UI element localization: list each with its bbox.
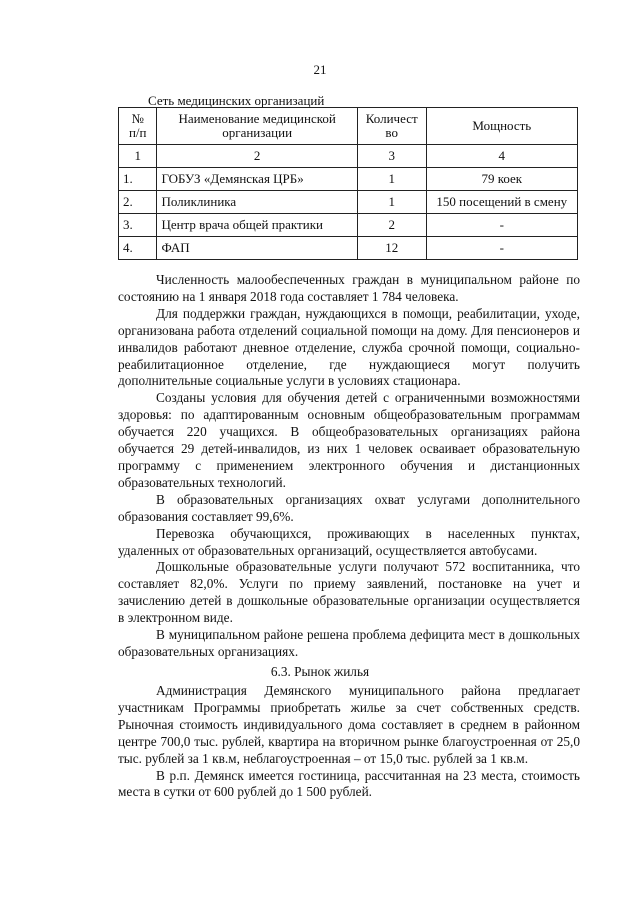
paragraph: Созданы условия для обучения детей с ограниченными возможностями здоровья: по адаптированным основным общеобразовательным программам обучается 220 учащихся. В общеобразовательных организациях района обучается 29 детей-инвалидов, из них 1 человек осваивает образовательную программу с применением электронного обучения и дистанционных образовательных технологий. (118, 390, 580, 490)
organization-name: Поликлиника (157, 191, 357, 214)
header-name (157, 108, 357, 145)
paragraph: Перевозка обучающихся, проживающих в населенных пунктах, удаленных от образовательных организаций, осуществляется автобусами. (118, 525, 580, 558)
organization-capacity: - (426, 214, 577, 237)
organization-quantity: 12 (357, 237, 426, 260)
column-numbering-row (119, 145, 578, 168)
organization-capacity: - (426, 237, 577, 260)
table-row (119, 191, 578, 214)
column-number: 1 (119, 145, 157, 168)
paragraph: В р.п. Демянск имеется гостиница, рассчитанная на 23 места, стоимость места в сутки от 600 рублей до 1 500 рублей. (118, 767, 580, 800)
table-row (119, 168, 578, 191)
paragraph: В образовательных организациях охват услугами дополнительного образования составляет 99,6%. (118, 491, 580, 524)
organization-quantity: 1 (357, 191, 426, 214)
header-quantity (357, 108, 426, 145)
body-text-block-1 (118, 272, 580, 661)
page-number: 21 (313, 62, 327, 77)
paragraph: Численность малообеспеченных граждан в муниципальном районе по состоянию на 1 января 2018 года составляет 1 784 человека. (118, 272, 580, 304)
table-header-row (119, 108, 578, 145)
row-number: 2. (119, 191, 157, 214)
organization-quantity: 1 (357, 168, 426, 191)
paragraph: Дошкольные образовательные услуги получают 572 воспитанника, что составляет 82,0%. Услуги по приему заявлений, постановке на учет и зачислению детей в дошкольные образовательные организации осуществляется в электронном виде. (118, 559, 580, 626)
organization-quantity: 2 (357, 214, 426, 237)
header-number (119, 108, 157, 145)
table-row (119, 237, 578, 260)
medical-organizations-table (118, 107, 578, 260)
header-name-text: Наименование медицинской организации (178, 111, 336, 140)
organization-name: ГОБУЗ «Демянская ЦРБ» (157, 168, 357, 191)
row-number: 1. (119, 168, 157, 191)
header-capacity (426, 108, 577, 145)
paragraph: Для поддержки граждан, нуждающихся в помощи, реабилитации, уходе, организована работа отделений социальной помощи на дому. Для пенсионеров и инвалидов работают дневное отделение, служба срочной помощи, социально-реабилитационное отделение, где нуждающиеся могут получить дополнительные социальные услуги в условиях стационара. (118, 305, 580, 389)
organization-capacity: 150 посещений в смену (426, 191, 577, 214)
paragraph: В муниципальном районе решена проблема дефицита мест в дошкольных образовательных организациях. (118, 627, 580, 659)
row-number: 3. (119, 214, 157, 237)
paragraph: Администрация Демянского муниципального района предлагает участникам Программы приобретать жилье за счет собственных средств. Рыночная стоимость индивидуального дома составляет в среднем в районном центре 700,0 тыс. рублей, квартира на вторичном рынке благоустроенная от 25,0 тыс. рублей за 1 кв.м, неблагоустроенная – от 15,0 тыс. рублей за 1 кв.м. (118, 683, 580, 766)
column-number: 4 (426, 145, 577, 168)
header-capacity-text: Мощность (472, 118, 532, 133)
header-number-text: № п/п (128, 111, 147, 140)
organization-capacity: 79 коек (426, 168, 577, 191)
header-quantity-text: Количест во (365, 111, 418, 140)
column-number: 2 (157, 145, 357, 168)
table-row (119, 214, 578, 237)
section-heading: 6.3. Рынок жилья (270, 664, 370, 679)
body-text-block-2 (118, 683, 580, 801)
organization-name: ФАП (157, 237, 357, 260)
row-number: 4. (119, 237, 157, 260)
table-caption: Сеть медицинских организаций (148, 93, 325, 108)
column-number: 3 (357, 145, 426, 168)
organization-name: Центр врача общей практики (157, 214, 357, 237)
